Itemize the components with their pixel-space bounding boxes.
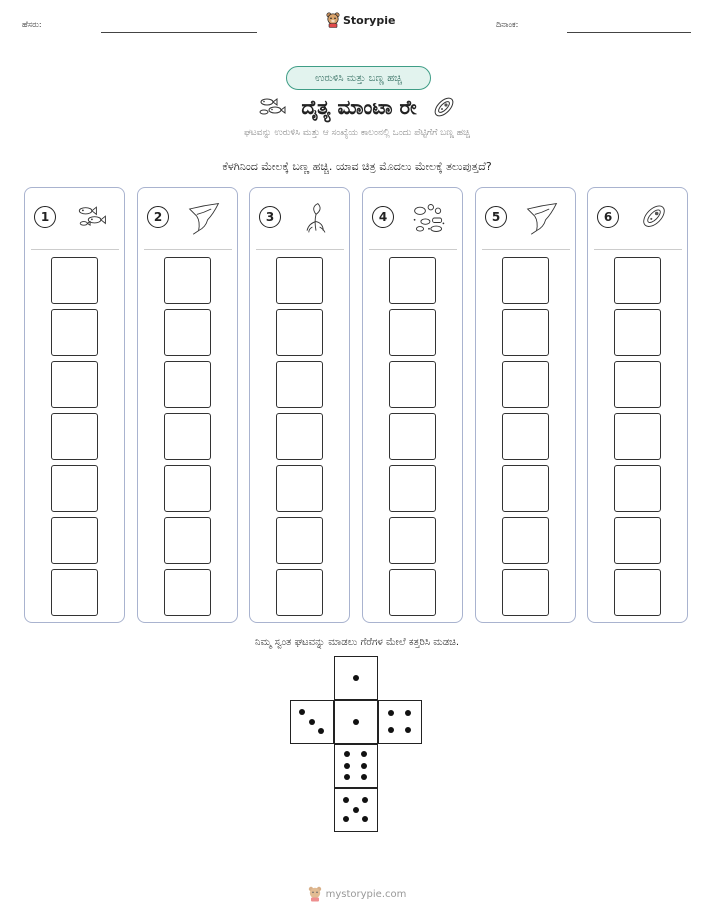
color-box[interactable] — [51, 413, 98, 460]
column-divider — [144, 249, 232, 250]
color-box[interactable] — [276, 309, 323, 356]
color-box[interactable] — [614, 257, 661, 304]
color-box[interactable] — [276, 361, 323, 408]
color-box[interactable] — [614, 361, 661, 408]
column-1 — [24, 187, 125, 623]
column-header — [144, 198, 232, 234]
color-box[interactable] — [389, 309, 436, 356]
color-box[interactable] — [51, 361, 98, 408]
footer-url[interactable]: mystorypie.com — [325, 888, 407, 900]
color-box[interactable] — [389, 517, 436, 564]
die-pip — [343, 816, 349, 822]
color-box[interactable] — [276, 465, 323, 512]
die-pip — [405, 710, 411, 716]
column-divider — [594, 249, 682, 250]
brand-logo — [326, 12, 395, 28]
die-pip — [344, 774, 350, 780]
bear-logo-icon — [326, 12, 340, 28]
name-line[interactable] — [101, 32, 257, 33]
column-number: 1 — [34, 206, 56, 228]
page-title: ದೈತ್ಯ ಮಾಂಟಾ ರೇ — [301, 95, 417, 119]
column-header — [31, 198, 119, 234]
die-face-3 — [290, 700, 334, 744]
column-3 — [249, 187, 350, 623]
die-pip — [344, 763, 350, 769]
color-box[interactable] — [502, 257, 549, 304]
color-box[interactable] — [502, 465, 549, 512]
column-6 — [587, 187, 688, 623]
color-box[interactable] — [164, 413, 211, 460]
die-pip — [318, 728, 324, 734]
column-divider — [31, 249, 119, 250]
die-face-6 — [334, 744, 378, 788]
color-box[interactable] — [502, 569, 549, 616]
color-box[interactable] — [51, 517, 98, 564]
die-pip — [362, 816, 368, 822]
manta-ray-icon — [184, 200, 224, 236]
die-pip — [388, 710, 394, 716]
microorganism-icon — [634, 200, 674, 236]
color-box[interactable] — [389, 569, 436, 616]
color-box[interactable] — [502, 517, 549, 564]
bear-logo-icon — [308, 886, 322, 902]
column-number: 6 — [597, 206, 619, 228]
color-box[interactable] — [614, 309, 661, 356]
color-box[interactable] — [502, 361, 549, 408]
microorganism-icon — [431, 94, 457, 120]
die-face-4 — [378, 700, 422, 744]
die-face-1 — [334, 656, 378, 700]
color-box[interactable] — [614, 413, 661, 460]
color-box[interactable] — [614, 465, 661, 512]
color-box[interactable] — [51, 465, 98, 512]
die-pip — [344, 751, 350, 757]
column-2 — [137, 187, 238, 623]
color-box[interactable] — [276, 517, 323, 564]
plankton-icon — [409, 200, 449, 236]
color-box[interactable] — [164, 361, 211, 408]
brand-name: Storypie — [343, 13, 396, 27]
color-box[interactable] — [51, 257, 98, 304]
die-pip — [405, 727, 411, 733]
date-line[interactable] — [567, 32, 691, 33]
name-label: ಹೆಸರು: — [22, 20, 42, 29]
color-box[interactable] — [164, 569, 211, 616]
color-box[interactable] — [51, 309, 98, 356]
die-pip — [361, 751, 367, 757]
color-box[interactable] — [164, 309, 211, 356]
activity-badge: ಉರುಳಿಸಿ ಮತ್ತು ಬಣ್ಣ ಹಚ್ಚಿ — [286, 66, 431, 90]
instruction-text: ಕೆಳಗಿನಿಂದ ಮೇಲಕ್ಕೆ ಬಣ್ಣ ಹಚ್ಚಿ. ಯಾವ ಚಿತ್ರ ಮೊದಲು ಮೇಲಕ್ಕೆ ತಲುಪುತ್ತದೆ? — [222, 160, 492, 173]
die-pip — [353, 719, 359, 725]
color-box[interactable] — [389, 361, 436, 408]
die-face-1 — [334, 700, 378, 744]
column-header — [369, 198, 457, 234]
page-subtitle: ಘಟವನ್ನು ಉರುಳಿಸಿ ಮತ್ತು ಆ ಸಂಖ್ಯೆಯ ಕಾಲಂನಲ್ಲಿ ಒಂದು ಪೆಟ್ಟಿಗೆಗೆ ಬಣ್ಣ ಹಚ್ಚಿ — [244, 128, 470, 138]
color-box[interactable] — [51, 569, 98, 616]
sea-plant-icon — [296, 200, 336, 236]
color-box[interactable] — [389, 465, 436, 512]
color-box[interactable] — [614, 517, 661, 564]
manta-ray-icon — [522, 200, 562, 236]
fish-school-icon — [257, 96, 287, 118]
column-5 — [475, 187, 576, 623]
column-divider — [369, 249, 457, 250]
die-pip — [353, 807, 359, 813]
column-number: 3 — [259, 206, 281, 228]
fish-school-icon — [71, 200, 111, 236]
die-pip — [353, 675, 359, 681]
title-row — [0, 92, 714, 122]
color-box[interactable] — [276, 569, 323, 616]
die-pip — [362, 797, 368, 803]
color-box[interactable] — [502, 413, 549, 460]
die-pip — [309, 719, 315, 725]
column-divider — [482, 249, 570, 250]
die-pip — [343, 797, 349, 803]
column-header — [256, 198, 344, 234]
color-box[interactable] — [502, 309, 549, 356]
column-number: 4 — [372, 206, 394, 228]
color-box[interactable] — [164, 257, 211, 304]
die-pip — [388, 727, 394, 733]
die-pip — [299, 709, 305, 715]
color-box[interactable] — [389, 257, 436, 304]
footer — [0, 886, 714, 902]
die-pip — [361, 774, 367, 780]
date-label: ದಿನಾಂಕ: — [496, 20, 519, 29]
cut-instruction: ನಿಮ್ಮ ಸ್ವಂತ ಘಟವನ್ನು ಮಾಡಲು ಗೆರೆಗಳ ಮೇಲೆ ಕತ್ತರಿಸಿ ಮಡಚಿ. — [254, 637, 460, 648]
die-face-5 — [334, 788, 378, 832]
color-box[interactable] — [614, 569, 661, 616]
color-box[interactable] — [164, 465, 211, 512]
column-header — [594, 198, 682, 234]
column-number: 2 — [147, 206, 169, 228]
color-box[interactable] — [164, 517, 211, 564]
column-divider — [256, 249, 344, 250]
color-box[interactable] — [276, 413, 323, 460]
color-box[interactable] — [389, 413, 436, 460]
column-header — [482, 198, 570, 234]
color-box[interactable] — [276, 257, 323, 304]
column-4 — [362, 187, 463, 623]
column-number: 5 — [485, 206, 507, 228]
die-pip — [361, 763, 367, 769]
